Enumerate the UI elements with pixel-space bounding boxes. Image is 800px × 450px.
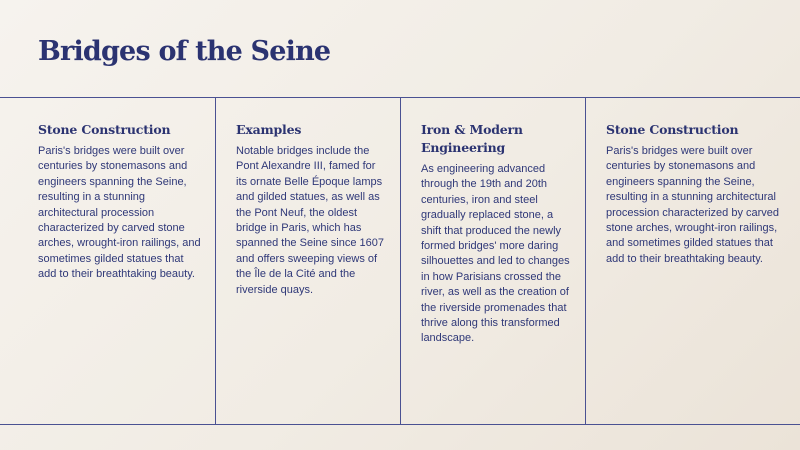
column-examples <box>216 98 401 424</box>
column-heading: Examples <box>236 122 302 137</box>
column-stone-construction <box>0 98 216 424</box>
column-heading: Iron & Modern Engineering <box>421 122 523 155</box>
slide-title: Bridges of the Seine <box>38 36 331 67</box>
column-stone-construction-repeat <box>586 98 800 424</box>
column-heading: Stone Construction <box>606 122 739 137</box>
column-heading: Stone Construction <box>38 122 171 137</box>
column-body: As engineering advanced through the 19th and 20th centuries, iron and steel gradually replaced stone, a shift that produced the newly formed bridges' more daring silhouettes and led to changes in how Parisians crossed the river, as well as the creation of the riverside promenades that thrive along this transformed landscape. <box>421 163 570 345</box>
column-body: Notable bridges include the Pont Alexandre III, famed for its ornate Belle Époque lamps and gilded statues, as well as the Pont Neuf, the oldest bridge in Paris, which has spanned the Seine since 1607 and offers sweeping views of the Île de la Cité and the riverside quays. <box>236 145 385 296</box>
column-iron-modern-engineering <box>401 98 586 424</box>
column-body: Paris's bridges were built over centuries by stonemasons and engineers spanning the Seine, resulting in a stunning architectural procession characterized by carved stone arches, wrought-iron railings, and sometimes gilded statues that add to their breathtaking beauty. <box>38 145 201 281</box>
columns-grid <box>0 97 800 425</box>
column-body: Paris's bridges were built over centuries by stonemasons and engineers spanning the Seine, resulting in a stunning architectural procession characterized by carved stone arches, wrought-iron railings, and sometimes gilded statues that add to their breathtaking beauty. <box>606 145 780 265</box>
